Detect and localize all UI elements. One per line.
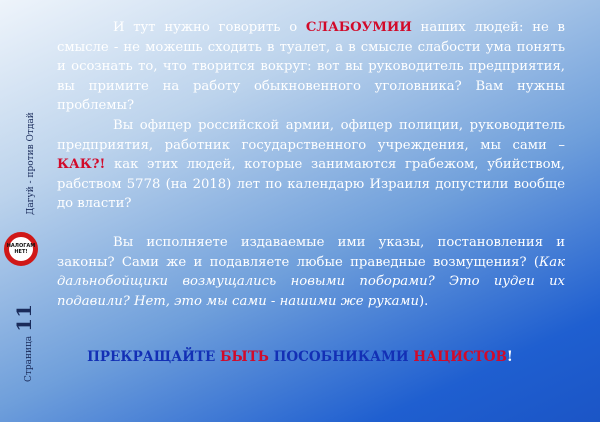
- paragraph-2: [57, 116, 565, 214]
- slogan: [0, 349, 600, 365]
- p3-italic: Как дальнобойщики возмущались новыми поборами? Это иудеи их подавили? Нет, это мы сами - нашими же руками: [57, 254, 565, 309]
- magazine-title: Дагуй - против Отдай: [26, 112, 36, 215]
- badge-line-2: НЕТ!: [14, 249, 28, 255]
- p1-text-a: И тут нужно говорить о: [113, 20, 306, 35]
- slogan-word-2: БЫТЬ: [220, 349, 269, 365]
- no-taxes-badge: [4, 232, 38, 266]
- slogan-word-1: ПРЕКРАЩАЙТЕ: [87, 349, 216, 365]
- p1-highlight: СЛАБОУМИИ: [305, 20, 412, 35]
- p2-text-a: Вы офицер российской армии, офицер полиции, руководитель предприятия, работник государственного учреждения, мы сами –: [57, 117, 565, 153]
- paragraph-3: [57, 233, 565, 311]
- paragraph-1: [57, 18, 565, 116]
- p2-text-c: как этих людей, которые занимаются грабежом, убийством, рабством 5778 (на 2018) лет по календарю Израиля допустили вообще до власти?: [57, 157, 565, 212]
- badge-line-1: НАЛОГАМ: [6, 243, 36, 249]
- article-body: [57, 18, 565, 311]
- page-number: 11: [12, 304, 36, 332]
- slogan-exclamation: !: [506, 349, 513, 365]
- p3-text-a: Вы исполняете издаваемые ими указы, постановления и законы? Сами же и подавляете любые праведные возмущения? (: [57, 234, 565, 270]
- p1-text-c: наших людей: не в смысле - не можешь сходить в туалет, а в смысле слабости ума понять и осознать то, что творится вокруг: вот вы руководитель предприятия, вы примите на работу обыкновенного уголовника? Вам нужны проблемы?: [57, 20, 565, 114]
- p2-highlight: КАК?!: [57, 157, 106, 173]
- slogan-word-4: НАЦИСТОВ: [413, 349, 507, 365]
- slogan-word-3: ПОСОБНИКАМИ: [273, 349, 409, 365]
- page-label: Страница: [24, 335, 34, 382]
- p3-text-c: ).: [418, 293, 429, 309]
- page-indicator: [12, 304, 36, 382]
